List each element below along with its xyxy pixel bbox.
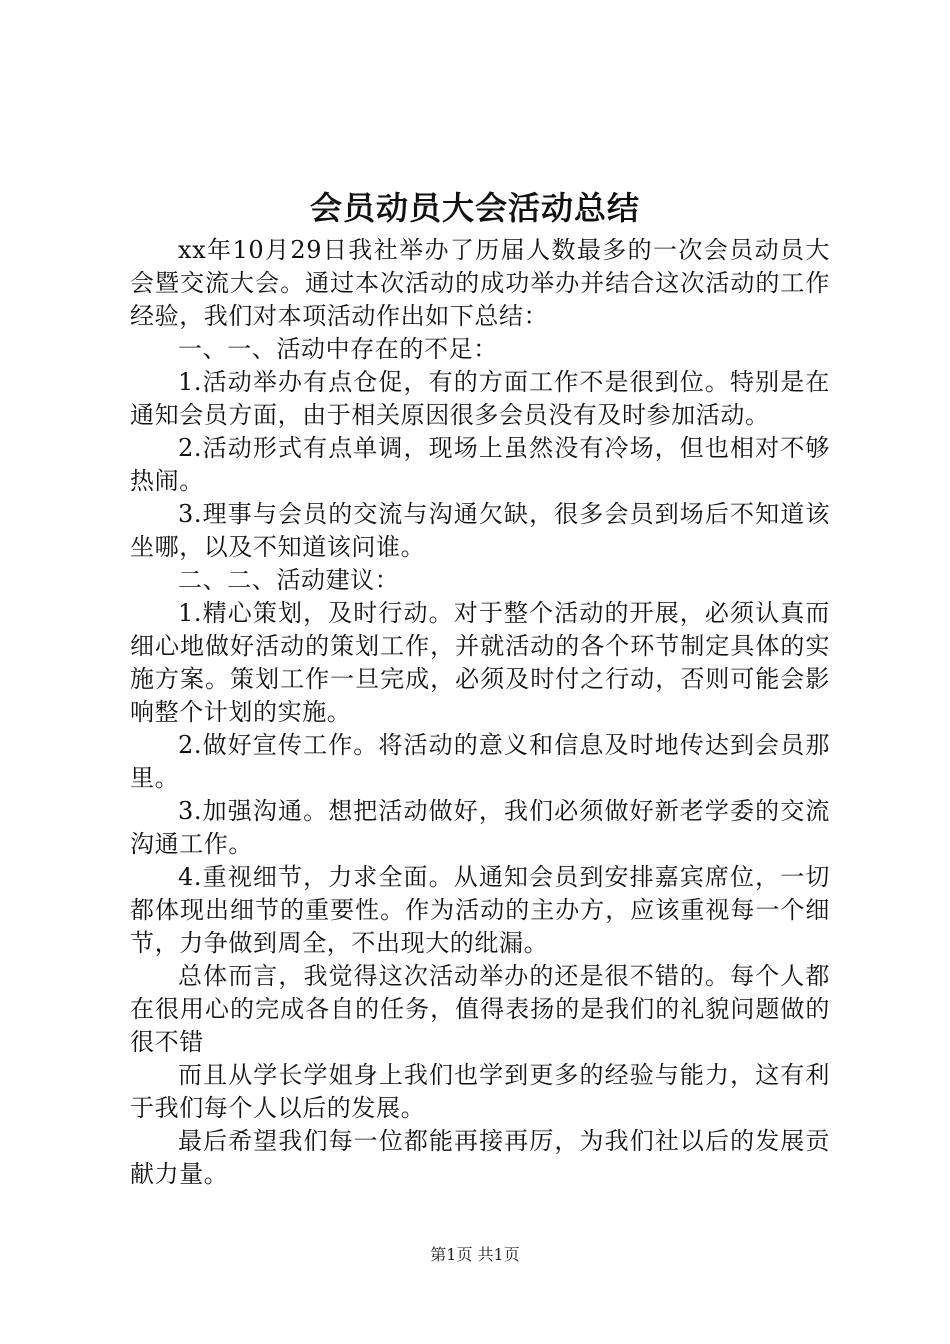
suggestion-item-3: 3.加强沟通。想把活动做好，我们必须做好新老学委的交流沟通工作。: [130, 797, 830, 858]
document-title: 会员动员大会活动总结: [309, 189, 640, 227]
paragraph-intro: xx年10月29日我社举办了历届人数最多的一次会员动员大会暨交流大会。通过本次活动的成功举办并结合这次活动的工作经验，我们对本项活动作出如下总结：: [130, 236, 830, 330]
suggestion-item-1: 1.精心策划，及时行动。对于整个活动的开展，必须认真而细心地做好活动的策划工作，并就活动的各个环节制定具体的实施方案。策划工作一旦完成，必须及时付之行动，否则可能会影响整个计划的实施。: [130, 599, 830, 726]
suggestion-item-2: 2.做好宣传工作。将活动的意义和信息及时地传达到会员那里。: [130, 731, 830, 792]
shortcoming-item-1: 1.活动举办有点仓促，有的方面工作不是很到位。特别是在通知会员方面，由于相关原因很多会员没有及时参加活动。: [130, 368, 830, 429]
page-number: 第1页 共1页: [430, 1245, 520, 1264]
paragraph-learning: 而且从学长学姐身上我们也学到更多的经验与能力，这有利于我们每个人以后的发展。: [130, 1061, 830, 1122]
document-body: [130, 234, 830, 1191]
section-heading-shortcomings: 一、一、活动中存在的不足：: [178, 335, 498, 363]
section-heading-suggestions: 二、二、活动建议：: [178, 566, 400, 594]
paragraph-closing: 最后希望我们每一位都能再接再厉，为我们社以后的发展贡献力量。: [130, 1127, 830, 1188]
shortcoming-item-2: 2.活动形式有点单调，现场上虽然没有冷场，但也相对不够热闹。: [130, 434, 830, 495]
shortcoming-item-3: 3.理事与会员的交流与沟通欠缺，很多会员到场后不知道该坐哪，以及不知道该问谁。: [130, 500, 830, 561]
paragraph-overall: 总体而言，我觉得这次活动举办的还是很不错的。每个人都在很用心的完成各自的任务，值得表扬的是我们的礼貌问题做的很不错: [130, 962, 830, 1056]
suggestion-item-4: 4.重视细节，力求全面。从通知会员到安排嘉宾席位，一切都体现出细节的重要性。作为活动的主办方，应该重视每一个细节，力争做到周全，不出现大的纰漏。: [130, 863, 830, 957]
